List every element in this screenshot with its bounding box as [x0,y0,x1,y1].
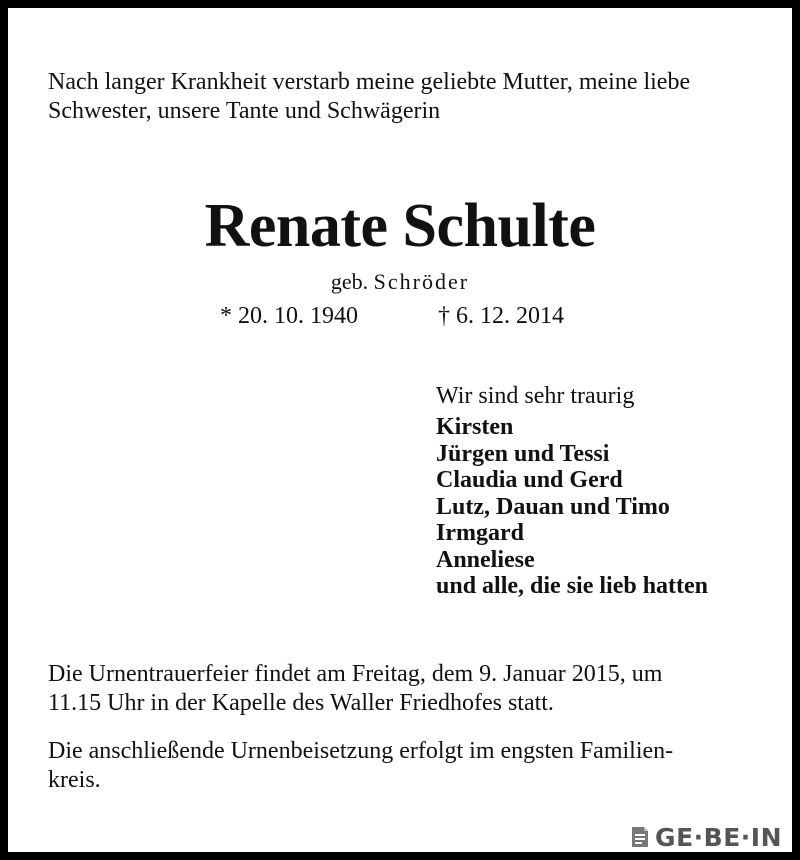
mourner-name: Anneliese [436,546,535,573]
mourner-name: Claudia und Gerd [436,467,623,493]
gebein-logo-text: GE·BE·IN [655,822,782,852]
mourner-name: und alle, die sie lieb hatten [436,573,709,599]
mourners-heading: Wir sind sehr traurig [436,383,635,409]
funeral-info [48,660,760,718]
funeral-line-2: 11.15 Uhr in der Kapelle des Waller Friedhofes statt. [48,690,554,716]
maiden-prefix: geb. [330,269,369,294]
mourners-block [436,380,786,600]
mourner-name: Lutz, Dauan und Timo [436,493,670,520]
burial-line-2: kreis. [48,767,101,793]
gebein-logo [623,822,786,852]
funeral-line-1: Die Urnentrauerfeier findet am Freitag, dem 9. Januar 2015, um [48,661,663,687]
deceased-name: Renate Schulte [204,192,596,260]
mourners-list [436,414,786,600]
intro-line-2: Schwester, unsere Tante und Schwägerin [48,98,441,124]
birth-date: * 20. 10. 1940 [220,303,358,329]
mourner-name: Jürgen und Tessi [436,440,610,467]
burial-line-1: Die anschließende Urnenbeisetzung erfolgt im engsten Familien- [48,738,674,764]
maiden-name: Schröder [373,269,470,294]
mourner-name: Kirsten [436,414,514,440]
mourner-name: Irmgard [436,520,524,546]
gebein-logo-icon [629,825,651,849]
burial-info [48,737,760,795]
intro-text [48,68,768,126]
intro-line-1: Nach langer Krankheit verstarb meine geliebte Mutter, meine liebe [48,69,691,95]
death-date: † 6. 12. 2014 [438,303,564,329]
maiden-name-line [8,268,792,296]
